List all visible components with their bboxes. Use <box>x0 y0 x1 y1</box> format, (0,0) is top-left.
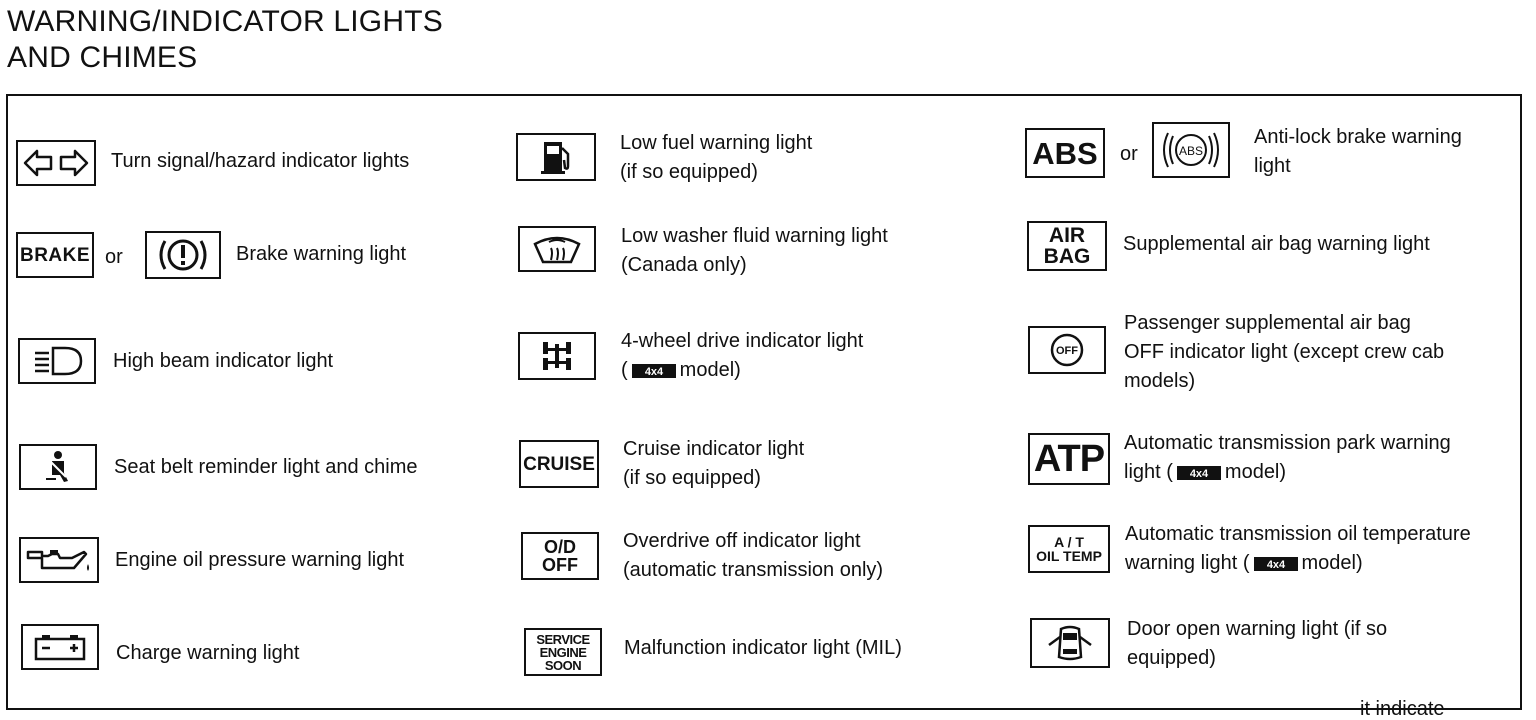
at-model-badge-icon <box>1254 557 1298 571</box>
door-open-icon <box>1030 618 1110 668</box>
abs-circle-icon <box>1152 122 1230 178</box>
abs-circle-text: ABS <box>1178 144 1204 158</box>
brake-text-icon <box>16 232 94 278</box>
od-icon-line-1: O/D <box>543 537 576 557</box>
abs-icon-text: ABS <box>1032 135 1098 171</box>
model-badge-icon <box>632 364 676 378</box>
oil-pressure-label: Engine oil pressure warning light <box>115 549 405 571</box>
atp-label-2 <box>1124 458 1286 487</box>
at-oil-temp-icon <box>1028 525 1110 573</box>
door-open-label-2: equipped) <box>1127 647 1216 669</box>
air-bag-icon <box>1027 221 1107 271</box>
charge-label: Charge warning light <box>116 642 300 664</box>
brake-label: Brake warning light <box>236 243 407 265</box>
turn-signal-icon <box>16 140 96 186</box>
atp-icon <box>1028 433 1110 485</box>
ses-icon-line-2: ENGINE <box>539 644 587 660</box>
atp-model-badge-text: 4x4 <box>1189 467 1209 480</box>
title-line-2: AND CHIMES <box>7 41 198 74</box>
at-oil-temp-line-1: A / T <box>1054 534 1084 550</box>
seat-belt-label: Seat belt reminder light and chime <box>114 456 418 478</box>
atp-label-post: model) <box>1224 461 1287 483</box>
at-oil-temp-label-1: Automatic transmission oil temperature <box>1125 523 1471 545</box>
atp-model-badge-icon <box>1177 466 1221 480</box>
at-oil-temp-label-2 <box>1125 549 1363 578</box>
footer-text-fragment: it indicate <box>1360 698 1445 720</box>
abs-or-text: or <box>1120 143 1138 165</box>
od-icon-line-2: OFF <box>542 555 578 575</box>
door-open-label-1: Door open warning light (if so <box>1127 618 1388 640</box>
abs-text-icon <box>1025 128 1105 178</box>
turn-signal-label: Turn signal/hazard indicator lights <box>111 150 410 172</box>
at-oil-temp-line-2: OIL TEMP <box>1036 548 1102 564</box>
oil-can-icon <box>19 537 99 583</box>
low-fuel-label-1: Low fuel warning light <box>620 132 813 154</box>
seat-belt-icon <box>19 444 97 490</box>
air-bag-icon-line-2: BAG <box>1043 245 1091 268</box>
brake-icon-text: BRAKE <box>19 244 91 266</box>
washer-label-2: (Canada only) <box>621 254 747 276</box>
passenger-airbag-off-icon <box>1028 326 1106 374</box>
page-title <box>7 4 443 76</box>
overdrive-label-1: Overdrive off indicator light <box>623 530 861 552</box>
air-bag-label: Supplemental air bag warning light <box>1123 233 1430 255</box>
passenger-airbag-label-2: OFF indicator light (except crew cab <box>1124 341 1445 363</box>
four-wheel-label-2 <box>621 356 741 385</box>
at-oil-temp-label-post: model) <box>1301 552 1363 574</box>
battery-icon <box>21 624 99 670</box>
or-text: or <box>105 246 123 268</box>
at-oil-temp-label-pre: warning light ( <box>1125 552 1250 574</box>
four-wheel-label-1: 4-wheel drive indicator light <box>621 330 864 352</box>
overdrive-off-icon <box>521 532 599 580</box>
cruise-label-1: Cruise indicator light <box>623 438 805 460</box>
ses-icon-line-1: SERVICE <box>536 631 590 647</box>
atp-label-1: Automatic transmission park warning <box>1124 432 1451 454</box>
passenger-airbag-label-3: models) <box>1124 370 1196 392</box>
four-wheel-label-pre: ( <box>621 359 628 381</box>
high-beam-icon <box>18 338 96 384</box>
cruise-label-2: (if so equipped) <box>623 467 761 489</box>
cruise-icon-text: CRUISE <box>523 453 595 475</box>
washer-fluid-icon <box>518 226 596 272</box>
title-line-1: WARNING/INDICATOR LIGHTS <box>7 5 443 38</box>
atp-icon-text: ATP <box>1033 438 1105 480</box>
overdrive-label-2: (automatic transmission only) <box>623 559 884 581</box>
at-model-badge-text: 4x4 <box>1266 558 1285 571</box>
mil-label: Malfunction indicator light (MIL) <box>624 637 902 659</box>
four-wheel-label-post: model) <box>679 359 741 381</box>
model-badge-text: 4x4 <box>644 365 663 378</box>
passenger-airbag-off-text: OFF <box>1056 345 1078 357</box>
abs-label-2: light <box>1254 155 1291 177</box>
four-wheel-drive-icon <box>518 332 596 380</box>
atp-label-pre: light ( <box>1124 461 1173 483</box>
abs-label-1: Anti-lock brake warning <box>1254 126 1462 148</box>
brake-circle-icon <box>145 231 221 279</box>
cruise-icon <box>519 440 599 488</box>
passenger-airbag-label-1: Passenger supplemental air bag <box>1124 312 1411 334</box>
ses-icon-line-3: SOON <box>544 657 582 673</box>
air-bag-icon-line-1: AIR <box>1048 224 1086 247</box>
low-fuel-label-2: (if so equipped) <box>620 161 758 183</box>
high-beam-label: High beam indicator light <box>113 350 334 372</box>
fuel-pump-icon <box>516 133 596 181</box>
service-engine-soon-icon <box>524 628 602 676</box>
washer-label-1: Low washer fluid warning light <box>621 225 888 247</box>
